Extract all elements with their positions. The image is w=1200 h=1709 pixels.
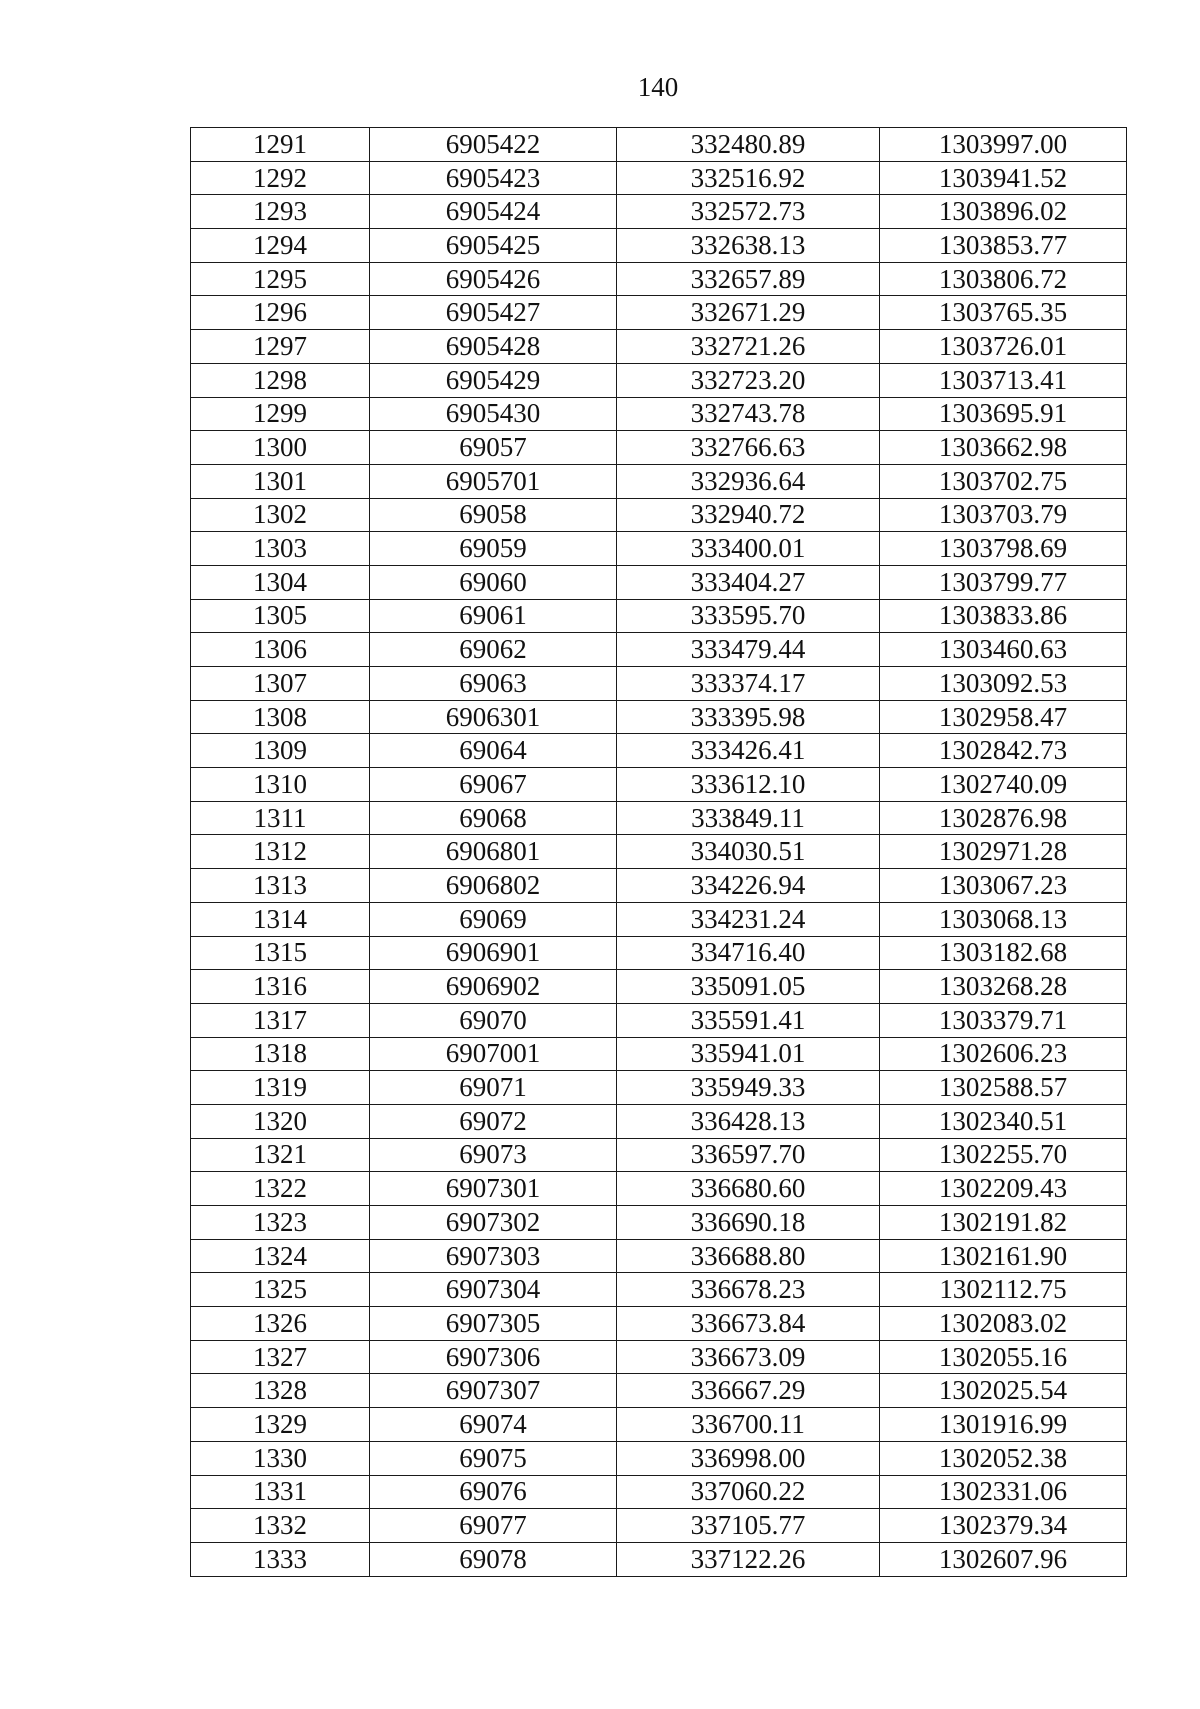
cell-col-3: 333395.98 xyxy=(617,700,880,734)
cell-col-2: 6907001 xyxy=(370,1037,617,1071)
cell-col-2: 6905423 xyxy=(370,161,617,195)
cell-col-3: 332671.29 xyxy=(617,296,880,330)
cell-col-2: 6905427 xyxy=(370,296,617,330)
cell-col-2: 6905426 xyxy=(370,262,617,296)
cell-col-3: 332572.73 xyxy=(617,195,880,229)
table-row xyxy=(191,633,1127,667)
cell-col-3: 332721.26 xyxy=(617,330,880,364)
table-row xyxy=(191,464,1127,498)
cell-col-4: 1303726.01 xyxy=(880,330,1127,364)
cell-col-1: 1318 xyxy=(191,1037,370,1071)
table-row xyxy=(191,700,1127,734)
table-row xyxy=(191,936,1127,970)
cell-col-2: 6906901 xyxy=(370,936,617,970)
cell-col-3: 332936.64 xyxy=(617,464,880,498)
cell-col-4: 1302607.96 xyxy=(880,1542,1127,1576)
cell-col-2: 69077 xyxy=(370,1509,617,1543)
cell-col-2: 6907303 xyxy=(370,1239,617,1273)
cell-col-3: 336688.80 xyxy=(617,1239,880,1273)
cell-col-3: 333849.11 xyxy=(617,801,880,835)
cell-col-1: 1310 xyxy=(191,768,370,802)
cell-col-1: 1314 xyxy=(191,902,370,936)
table-row xyxy=(191,1273,1127,1307)
cell-col-1: 1321 xyxy=(191,1138,370,1172)
cell-col-3: 336428.13 xyxy=(617,1104,880,1138)
cell-col-4: 1302255.70 xyxy=(880,1138,1127,1172)
cell-col-3: 334030.51 xyxy=(617,835,880,869)
table-row xyxy=(191,262,1127,296)
cell-col-2: 69076 xyxy=(370,1475,617,1509)
table-row xyxy=(191,229,1127,263)
cell-col-2: 6906801 xyxy=(370,835,617,869)
cell-col-3: 333400.01 xyxy=(617,532,880,566)
cell-col-2: 6906902 xyxy=(370,970,617,1004)
cell-col-1: 1301 xyxy=(191,464,370,498)
cell-col-4: 1303268.28 xyxy=(880,970,1127,1004)
cell-col-3: 336680.60 xyxy=(617,1172,880,1206)
table-row xyxy=(191,1475,1127,1509)
cell-col-4: 1303182.68 xyxy=(880,936,1127,970)
table-row xyxy=(191,835,1127,869)
cell-col-1: 1333 xyxy=(191,1542,370,1576)
cell-col-2: 69061 xyxy=(370,599,617,633)
cell-col-4: 1302161.90 xyxy=(880,1239,1127,1273)
cell-col-1: 1315 xyxy=(191,936,370,970)
cell-col-4: 1302971.28 xyxy=(880,835,1127,869)
cell-col-3: 335949.33 xyxy=(617,1071,880,1105)
table-row xyxy=(191,330,1127,364)
table-row xyxy=(191,801,1127,835)
cell-col-4: 1302112.75 xyxy=(880,1273,1127,1307)
cell-col-4: 1303092.53 xyxy=(880,667,1127,701)
cell-col-1: 1313 xyxy=(191,869,370,903)
table-row xyxy=(191,970,1127,1004)
table-row xyxy=(191,1307,1127,1341)
table-row xyxy=(191,1239,1127,1273)
cell-col-4: 1302052.38 xyxy=(880,1441,1127,1475)
cell-col-3: 337122.26 xyxy=(617,1542,880,1576)
cell-col-2: 69074 xyxy=(370,1408,617,1442)
table-row xyxy=(191,1206,1127,1240)
table-row xyxy=(191,869,1127,903)
cell-col-2: 6905422 xyxy=(370,128,617,162)
cell-col-4: 1303765.35 xyxy=(880,296,1127,330)
cell-col-3: 334226.94 xyxy=(617,869,880,903)
page-number: 140 xyxy=(637,72,679,102)
cell-col-3: 336667.29 xyxy=(617,1374,880,1408)
table-row xyxy=(191,128,1127,162)
cell-col-1: 1303 xyxy=(191,532,370,566)
table-row xyxy=(191,532,1127,566)
cell-col-2: 6905429 xyxy=(370,363,617,397)
cell-col-4: 1303713.41 xyxy=(880,363,1127,397)
cell-col-3: 332723.20 xyxy=(617,363,880,397)
cell-col-3: 333404.27 xyxy=(617,565,880,599)
cell-col-4: 1302331.06 xyxy=(880,1475,1127,1509)
cell-col-1: 1307 xyxy=(191,667,370,701)
cell-col-2: 6907305 xyxy=(370,1307,617,1341)
cell-col-1: 1308 xyxy=(191,700,370,734)
cell-col-1: 1326 xyxy=(191,1307,370,1341)
cell-col-4: 1302740.09 xyxy=(880,768,1127,802)
cell-col-3: 337060.22 xyxy=(617,1475,880,1509)
cell-col-4: 1301916.99 xyxy=(880,1408,1127,1442)
cell-col-1: 1302 xyxy=(191,498,370,532)
table-row xyxy=(191,902,1127,936)
cell-col-2: 6905430 xyxy=(370,397,617,431)
cell-col-3: 336700.11 xyxy=(617,1408,880,1442)
cell-col-3: 334231.24 xyxy=(617,902,880,936)
cell-col-1: 1295 xyxy=(191,262,370,296)
cell-col-2: 6906802 xyxy=(370,869,617,903)
cell-col-1: 1293 xyxy=(191,195,370,229)
data-table xyxy=(190,127,1127,1577)
cell-col-3: 336998.00 xyxy=(617,1441,880,1475)
cell-col-4: 1303833.86 xyxy=(880,599,1127,633)
cell-col-4: 1302055.16 xyxy=(880,1340,1127,1374)
cell-col-4: 1303799.77 xyxy=(880,565,1127,599)
cell-col-3: 332940.72 xyxy=(617,498,880,532)
table-row xyxy=(191,1408,1127,1442)
table-row xyxy=(191,1542,1127,1576)
cell-col-1: 1309 xyxy=(191,734,370,768)
cell-col-2: 6906301 xyxy=(370,700,617,734)
cell-col-3: 336673.84 xyxy=(617,1307,880,1341)
table-row xyxy=(191,734,1127,768)
cell-col-4: 1303896.02 xyxy=(880,195,1127,229)
cell-col-3: 332638.13 xyxy=(617,229,880,263)
cell-col-4: 1302958.47 xyxy=(880,700,1127,734)
table-row xyxy=(191,363,1127,397)
cell-col-2: 6905425 xyxy=(370,229,617,263)
cell-col-1: 1328 xyxy=(191,1374,370,1408)
cell-col-1: 1300 xyxy=(191,431,370,465)
cell-col-2: 6907307 xyxy=(370,1374,617,1408)
table-row xyxy=(191,1138,1127,1172)
cell-col-1: 1299 xyxy=(191,397,370,431)
table-row xyxy=(191,1172,1127,1206)
cell-col-4: 1303702.75 xyxy=(880,464,1127,498)
cell-col-4: 1303662.98 xyxy=(880,431,1127,465)
cell-col-2: 6907302 xyxy=(370,1206,617,1240)
cell-col-4: 1303853.77 xyxy=(880,229,1127,263)
table-row xyxy=(191,161,1127,195)
table-row xyxy=(191,1104,1127,1138)
cell-col-1: 1306 xyxy=(191,633,370,667)
cell-col-1: 1311 xyxy=(191,801,370,835)
table-row xyxy=(191,768,1127,802)
table-row xyxy=(191,1441,1127,1475)
cell-col-3: 333374.17 xyxy=(617,667,880,701)
cell-col-3: 335591.41 xyxy=(617,1003,880,1037)
cell-col-3: 333595.70 xyxy=(617,599,880,633)
cell-col-4: 1303695.91 xyxy=(880,397,1127,431)
cell-col-1: 1297 xyxy=(191,330,370,364)
cell-col-4: 1303806.72 xyxy=(880,262,1127,296)
cell-col-2: 69062 xyxy=(370,633,617,667)
cell-col-1: 1304 xyxy=(191,565,370,599)
cell-col-4: 1303798.69 xyxy=(880,532,1127,566)
table-row xyxy=(191,1340,1127,1374)
cell-col-1: 1316 xyxy=(191,970,370,1004)
table-row xyxy=(191,431,1127,465)
cell-col-3: 335941.01 xyxy=(617,1037,880,1071)
cell-col-1: 1294 xyxy=(191,229,370,263)
table-row xyxy=(191,1509,1127,1543)
cell-col-2: 6905424 xyxy=(370,195,617,229)
table-row xyxy=(191,397,1127,431)
table-row xyxy=(191,498,1127,532)
cell-col-4: 1302606.23 xyxy=(880,1037,1127,1071)
cell-col-3: 332516.92 xyxy=(617,161,880,195)
cell-col-3: 334716.40 xyxy=(617,936,880,970)
cell-col-3: 336597.70 xyxy=(617,1138,880,1172)
cell-col-4: 1302379.34 xyxy=(880,1509,1127,1543)
cell-col-1: 1329 xyxy=(191,1408,370,1442)
cell-col-2: 69064 xyxy=(370,734,617,768)
cell-col-1: 1324 xyxy=(191,1239,370,1273)
cell-col-2: 69057 xyxy=(370,431,617,465)
cell-col-2: 6905428 xyxy=(370,330,617,364)
table-row xyxy=(191,1374,1127,1408)
table-body xyxy=(191,128,1127,1577)
table-row xyxy=(191,1071,1127,1105)
cell-col-3: 333479.44 xyxy=(617,633,880,667)
cell-col-2: 69073 xyxy=(370,1138,617,1172)
cell-col-4: 1303703.79 xyxy=(880,498,1127,532)
cell-col-2: 69060 xyxy=(370,565,617,599)
cell-col-2: 6907306 xyxy=(370,1340,617,1374)
cell-col-2: 69067 xyxy=(370,768,617,802)
cell-col-4: 1302588.57 xyxy=(880,1071,1127,1105)
cell-col-3: 333612.10 xyxy=(617,768,880,802)
cell-col-1: 1296 xyxy=(191,296,370,330)
cell-col-2: 69078 xyxy=(370,1542,617,1576)
cell-col-1: 1312 xyxy=(191,835,370,869)
table-row xyxy=(191,1003,1127,1037)
cell-col-3: 332480.89 xyxy=(617,128,880,162)
cell-col-1: 1332 xyxy=(191,1509,370,1543)
table-row xyxy=(191,296,1127,330)
cell-col-2: 69059 xyxy=(370,532,617,566)
cell-col-4: 1303941.52 xyxy=(880,161,1127,195)
cell-col-2: 6907301 xyxy=(370,1172,617,1206)
cell-col-4: 1302083.02 xyxy=(880,1307,1127,1341)
cell-col-1: 1319 xyxy=(191,1071,370,1105)
cell-col-3: 333426.41 xyxy=(617,734,880,768)
cell-col-4: 1303379.71 xyxy=(880,1003,1127,1037)
cell-col-3: 336673.09 xyxy=(617,1340,880,1374)
cell-col-1: 1330 xyxy=(191,1441,370,1475)
cell-col-1: 1320 xyxy=(191,1104,370,1138)
cell-col-4: 1302340.51 xyxy=(880,1104,1127,1138)
cell-col-4: 1303068.13 xyxy=(880,902,1127,936)
cell-col-4: 1303067.23 xyxy=(880,869,1127,903)
cell-col-2: 69058 xyxy=(370,498,617,532)
cell-col-3: 332766.63 xyxy=(617,431,880,465)
cell-col-2: 6907304 xyxy=(370,1273,617,1307)
table-row xyxy=(191,667,1127,701)
cell-col-2: 69071 xyxy=(370,1071,617,1105)
cell-col-1: 1305 xyxy=(191,599,370,633)
cell-col-3: 335091.05 xyxy=(617,970,880,1004)
cell-col-1: 1298 xyxy=(191,363,370,397)
cell-col-1: 1323 xyxy=(191,1206,370,1240)
cell-col-3: 337105.77 xyxy=(617,1509,880,1543)
cell-col-1: 1327 xyxy=(191,1340,370,1374)
cell-col-2: 69068 xyxy=(370,801,617,835)
cell-col-4: 1302876.98 xyxy=(880,801,1127,835)
cell-col-2: 69063 xyxy=(370,667,617,701)
cell-col-4: 1303460.63 xyxy=(880,633,1127,667)
cell-col-2: 69069 xyxy=(370,902,617,936)
cell-col-1: 1317 xyxy=(191,1003,370,1037)
cell-col-1: 1325 xyxy=(191,1273,370,1307)
cell-col-1: 1292 xyxy=(191,161,370,195)
cell-col-4: 1302842.73 xyxy=(880,734,1127,768)
cell-col-1: 1291 xyxy=(191,128,370,162)
table-row xyxy=(191,565,1127,599)
cell-col-4: 1302025.54 xyxy=(880,1374,1127,1408)
cell-col-2: 69075 xyxy=(370,1441,617,1475)
cell-col-4: 1302191.82 xyxy=(880,1206,1127,1240)
table-row xyxy=(191,195,1127,229)
cell-col-1: 1322 xyxy=(191,1172,370,1206)
cell-col-3: 332743.78 xyxy=(617,397,880,431)
table-row xyxy=(191,1037,1127,1071)
cell-col-3: 336690.18 xyxy=(617,1206,880,1240)
cell-col-2: 69072 xyxy=(370,1104,617,1138)
cell-col-2: 69070 xyxy=(370,1003,617,1037)
cell-col-1: 1331 xyxy=(191,1475,370,1509)
cell-col-2: 6905701 xyxy=(370,464,617,498)
cell-col-3: 332657.89 xyxy=(617,262,880,296)
cell-col-3: 336678.23 xyxy=(617,1273,880,1307)
table-row xyxy=(191,599,1127,633)
cell-col-4: 1303997.00 xyxy=(880,128,1127,162)
cell-col-4: 1302209.43 xyxy=(880,1172,1127,1206)
